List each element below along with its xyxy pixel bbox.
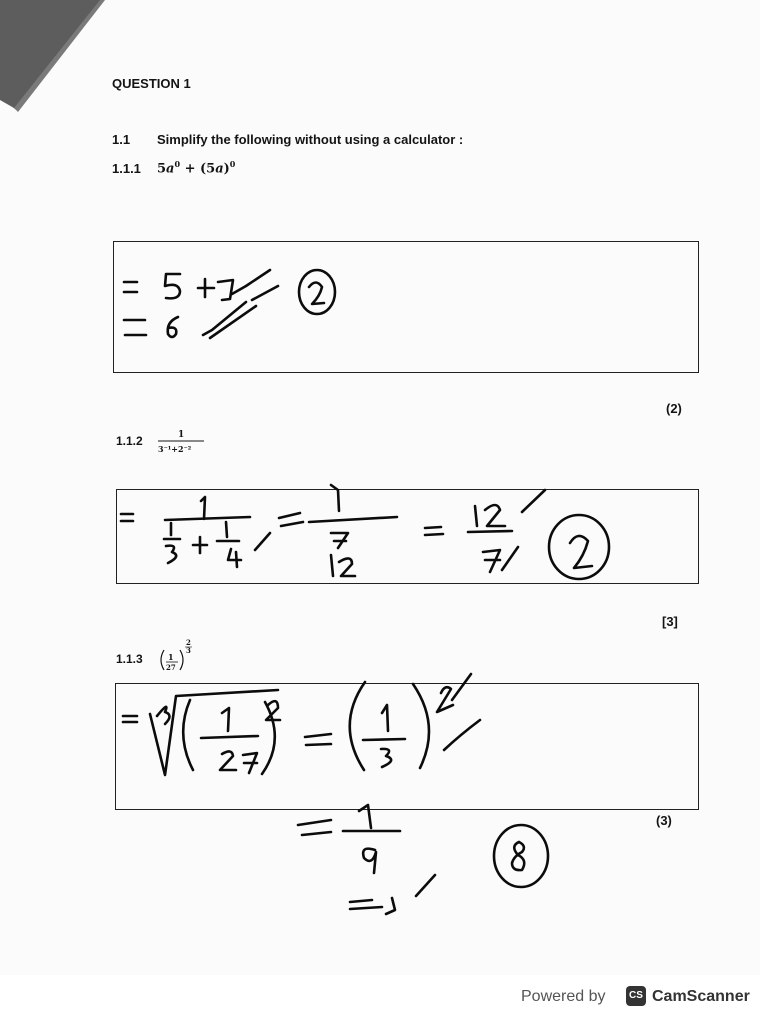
item-1-marks: (2) [666,401,682,416]
svg-text:27: 27 [166,663,176,672]
item-3-marks: (3) [656,813,672,828]
item-1-expression: $5a^0 + (5a)^0$ [157,159,236,177]
powered-by-label: Powered by [521,988,606,1005]
section-number: 1.1 [112,132,131,147]
svg-text:1: 1 [168,652,174,662]
item-2-number: 1.1.2 [116,434,143,448]
svg-text:3: 3 [186,646,191,655]
item-2-marks: [3] [662,614,678,629]
camscanner-logo-icon: CS [626,986,646,1006]
item-3-number: 1.1.3 [116,652,143,666]
question-title: QUESTION 1 [112,76,191,91]
item-1-number: 1.1.1 [112,161,141,176]
svg-text:1: 1 [178,430,185,440]
brand-name: CamScanner [652,988,750,1005]
answer-box-3 [115,683,699,810]
answer-box-2 [116,489,699,584]
answer-box-1 [113,241,699,373]
section-instruction: Simplify the following without using a calculator : [157,132,464,147]
folded-corner [0,0,120,120]
svg-text:3⁻¹+2⁻²: 3⁻¹+2⁻² [158,444,192,454]
svg-text:2: 2 [186,638,191,647]
